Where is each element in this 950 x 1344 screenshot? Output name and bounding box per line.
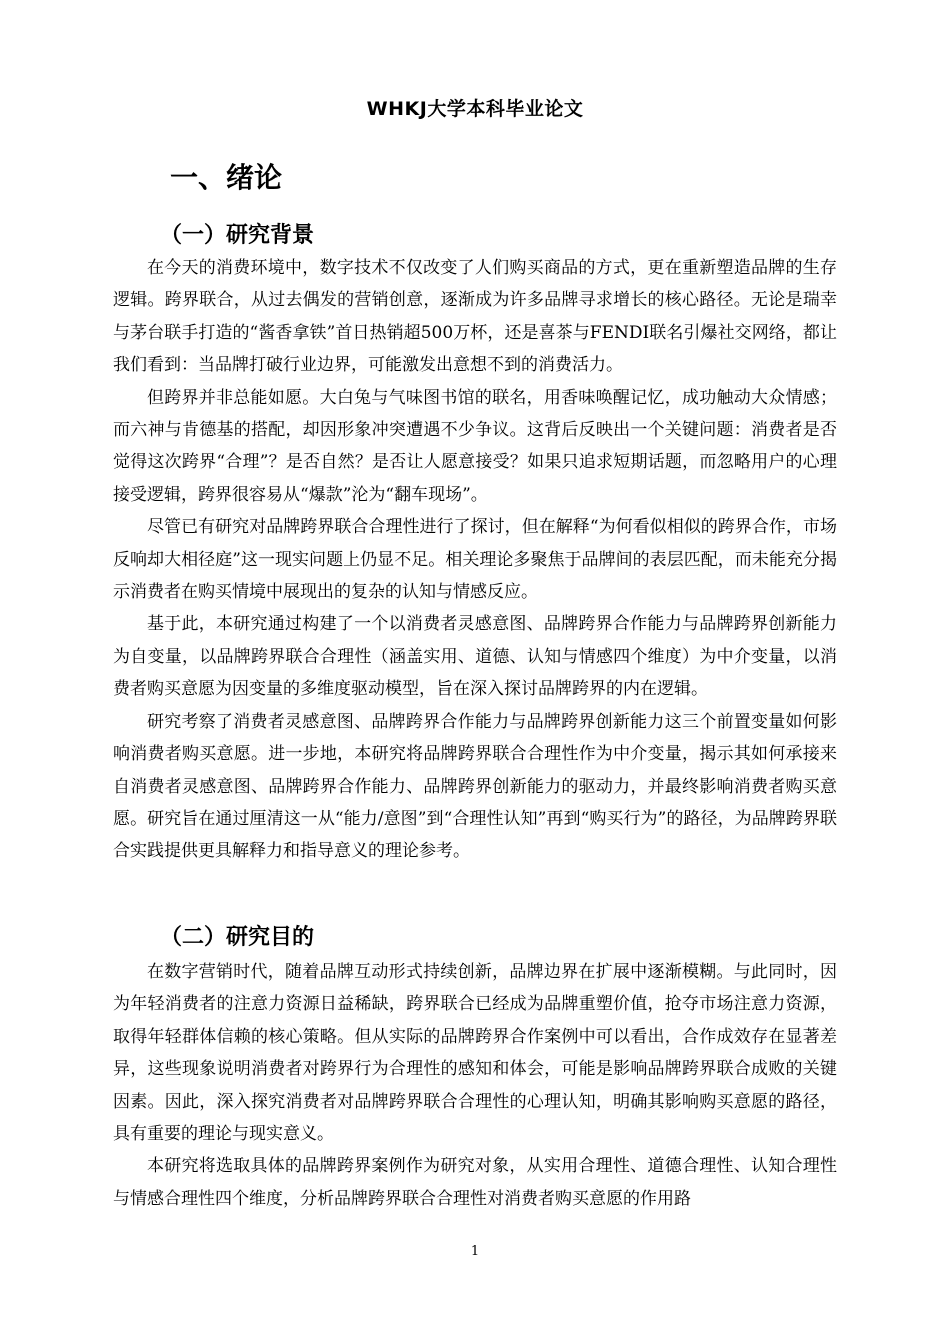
paragraph: 在今天的消费环境中，数字技术不仅改变了人们购买商品的方式，更在重新塑造品牌的生存逻辑。跨界联合，从过去偶发的营销创意，逐渐成为许多品牌寻求增长的核心路径。无论是瑞幸与茅台联手打造的“酱香拿铁”首日热销超500万杯，还是喜茶与FENDI联名引爆社交网络，都让我们看到：当品牌打破行业边界，可能激发出意想不到的消费活力。 <box>113 258 837 376</box>
section-body-purpose <box>113 956 837 1215</box>
paragraph: 在数字营销时代，随着品牌互动形式持续创新，品牌边界在扩展中逐渐模糊。与此同时，因为年轻消费者的注意力资源日益稀缺，跨界联合已经成为品牌重塑价值，抢夺市场注意力资源，取得年轻群体信赖的核心策略。但从实际的品牌跨界合作案例中可以看出，合作成效存在显著差异，这些现象说明消费者对跨界行为合理性的感知和体会，可能是影响品牌跨界联合成败的关键因素。因此，深入探究消费者对品牌跨界联合合理性的心理认知，明确其影响购买意愿的路径，具有重要的理论与现实意义。 <box>113 962 837 1145</box>
section-title-background: （一）研究背景 <box>160 223 315 248</box>
paragraph: 但跨界并非总能如愿。大白兔与气味图书馆的联名，用香味唤醒记忆，成功触动大众情感；而六神与肯德基的搭配，却因形象冲突遭遇不少争议。这背后反映出一个关键问题：消费者是否觉得这次跨界“合理”？是否自然？是否让人愿意接受？如果只追求短期话题，而忽略用户的心理接受逻辑，跨界很容易从“爆款”沦为“翻车现场”。 <box>113 387 837 505</box>
paragraph: 研究考察了消费者灵感意图、品牌跨界合作能力与品牌跨界创新能力这三个前置变量如何影响消费者购买意愿。进一步地，本研究将品牌跨界联合合理性作为中介变量，揭示其如何承接来自消费者灵感意图、品牌跨界合作能力、品牌跨界创新能力的驱动力，并最终影响消费者购买意愿。研究旨在通过厘清这一从“能力/意图”到“合理性认知”再到“购买行为”的路径，为品牌跨界联合实践提供更具解释力和指导意义的理论参考。 <box>113 711 837 862</box>
page-number: 1 <box>470 1244 480 1259</box>
running-header: WHKJ大学本科毕业论文 <box>366 98 584 120</box>
paragraph: 尽管已有研究对品牌跨界联合合理性进行了探讨，但在解释“为何看似相似的跨界合作，市场反响却大相径庭”这一现实问题上仍显不足。相关理论多聚焦于品牌间的表层匹配，而未能充分揭示消费者在购买情境中展现出的复杂的认知与情感反应。 <box>113 517 837 603</box>
paragraph: 基于此，本研究通过构建了一个以消费者灵感意图、品牌跨界合作能力与品牌跨界创新能力为自变量，以品牌跨界联合合理性（涵盖实用、道德、认知与情感四个维度）为中介变量，以消费者购买意愿为因变量的多维度驱动模型，旨在深入探讨品牌跨界的内在逻辑。 <box>113 614 837 700</box>
paragraph: 本研究将选取具体的品牌跨界案例作为研究对象，从实用合理性、道德合理性、认知合理性与情感合理性四个维度，分析品牌跨界联合合理性对消费者购买意愿的作用路 <box>113 1156 837 1209</box>
section-title-purpose: （二）研究目的 <box>160 925 315 950</box>
section-body-background <box>113 252 837 868</box>
chapter-title: 一、绪论 <box>170 161 283 194</box>
